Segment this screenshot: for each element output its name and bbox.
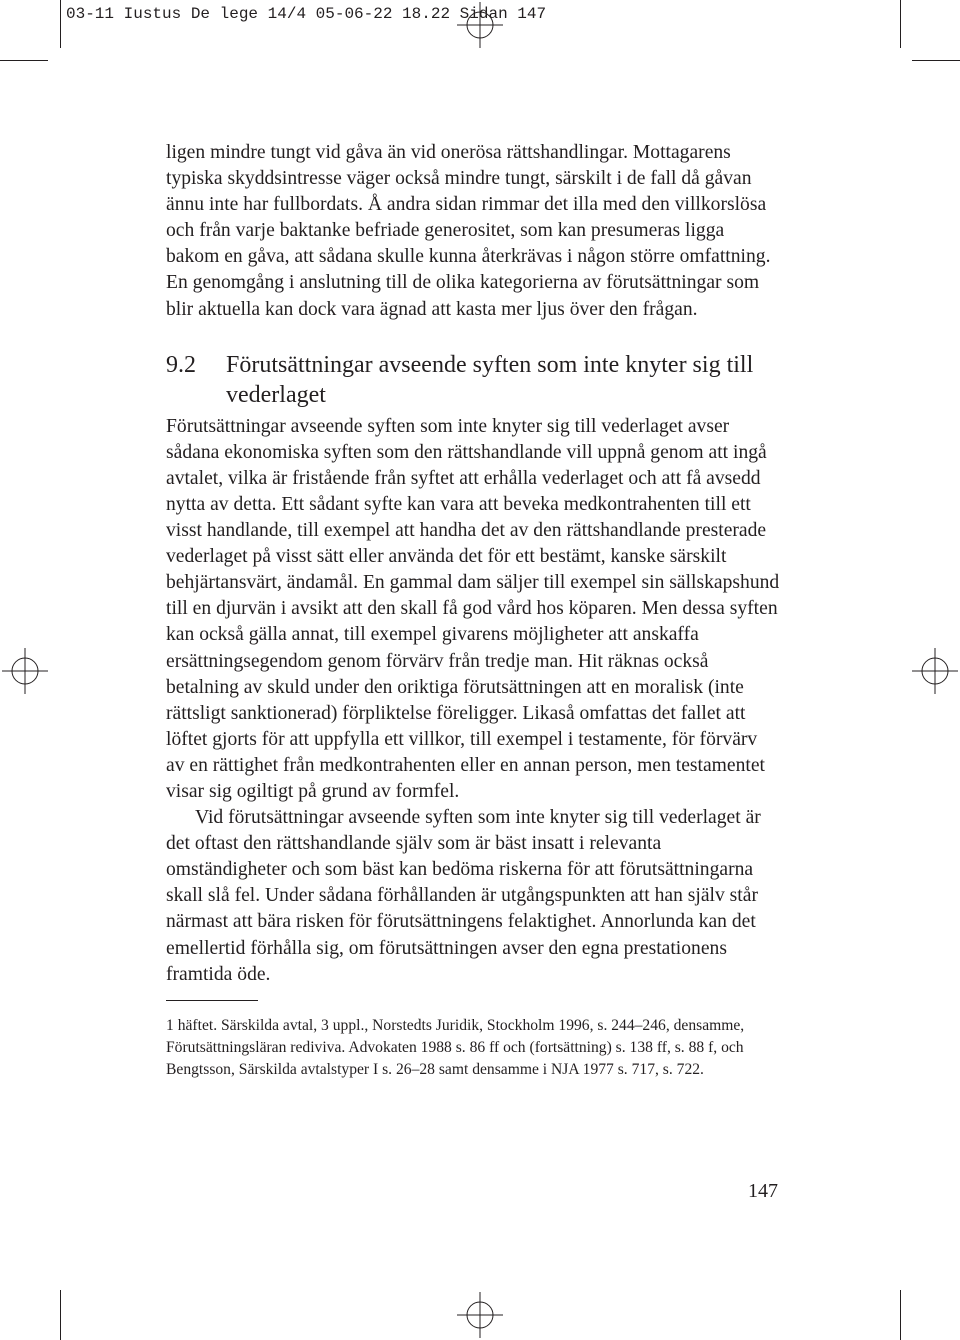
section-title: Förutsättningar avseende syften som inte knyter sig till vederlaget: [226, 351, 754, 408]
crop-mark-bottom-left-vertical: [60, 1290, 61, 1340]
registration-mark-top: [457, 2, 503, 48]
page-number: 147: [748, 1180, 778, 1202]
crop-mark-top-left-horizontal: [0, 60, 48, 61]
section-heading: [166, 350, 780, 410]
body-paragraph: ligen mindre tungt vid gåva än vid onerösa rättshandlingar. Mottagarens typiska skyddsintresse väger också mindre tungt, särskilt i de fall då gåvan ännu inte har fullbordats. Å andra sidan rimmar det illa med den villkorslösa och från varje baktanke befriade generositet, som kan presumeras ligga bakom en gåva, att sådana skulle kunna återkrävas i någon större omfattning. En genomgång i anslutning till de olika kategorierna av förutsättningar som blir aktuella kan dock vara ägnad att kasta mer ljus över den frågan.: [166, 142, 771, 320]
crop-mark-top-left-vertical: [60, 0, 61, 48]
registration-mark-bottom: [457, 1292, 503, 1338]
registration-mark-right: [912, 648, 958, 694]
print-slug-line: 03-11 Iustus De lege 14/4 05-06-22 18.22 Sidan 147: [66, 5, 547, 23]
section-number: 9.2: [166, 351, 196, 378]
crop-mark-top-right-vertical: [900, 0, 901, 48]
footnote: 1 häftet. Särskilda avtal, 3 uppl., Norstedts Juridik, Stockholm 1996, s. 244–246, densamme, Förutsättningsläran rediviva. Advokaten 1988 s. 86 ff och (fortsättning) s. 138 ff, s. 88 f, och Bengtsson, Särskilda avtalstyper I s. 26–28 samt densamme i NJA 1977 s. 717, s. 722.: [166, 1016, 745, 1078]
page-body: [166, 140, 780, 1081]
footnote-separator: [166, 1000, 258, 1001]
body-paragraph: Vid förutsättningar avseende syften som inte knyter sig till vederlaget är det oftast den rättshandlande själv som är bäst insatt i relevanta omständigheter och som bäst kan bedöma riskerna för att förutsättningarna skall slå fel. Under sådana förhållanden är utgångspunkten att han själv står närmast att bära risken för förutsättningens felaktighet. Annorlunda kan det emellertid förhålla sig, om förutsättningen avser den egna prestationens framtida öde.: [166, 807, 761, 985]
crop-mark-bottom-right-vertical: [900, 1290, 901, 1340]
registration-mark-left: [2, 648, 48, 694]
crop-mark-top-right-horizontal: [912, 60, 960, 61]
body-paragraph: Förutsättningar avseende syften som inte knyter sig till vederlaget avser sådana ekonomiska syften som den rättshandlande vill uppnå genom att ingå avtalet, vilka är fristående från syftet att erhålla vederlaget och att få avsedd nytta av detta. Ett sådant syfte kan vara att beveka medkontrahenten till ett visst handlande, till exempel att handha det av den rättshandlande presterade vederlaget på visst sätt eller använda det för ett bestämt, kanske särskilt behjärtansvärt, ändamål. En gammal dam säljer till exempel sin sällskapshund till en djurvän i avsikt att den skall få god vård hos köparen. Men dessa syften kan också gälla annat, till exempel givarens möjligheter att anskaffa ersättningsegendom genom förvärv från tredje man. Hit räknas också betalning av skuld under den oriktiga förutsättningen att en moralisk (inte rättsligt sanktionerad) förpliktelse föreligger. Likaså omfattas det fallet att löftet gjorts för att uppfylla ett villkor, till exempel i testamente, för förvärv av en rättighet från medkontrahenten eller en annan person, men testamentet visar sig ogiltigt på grund av formfel.: [166, 415, 780, 802]
